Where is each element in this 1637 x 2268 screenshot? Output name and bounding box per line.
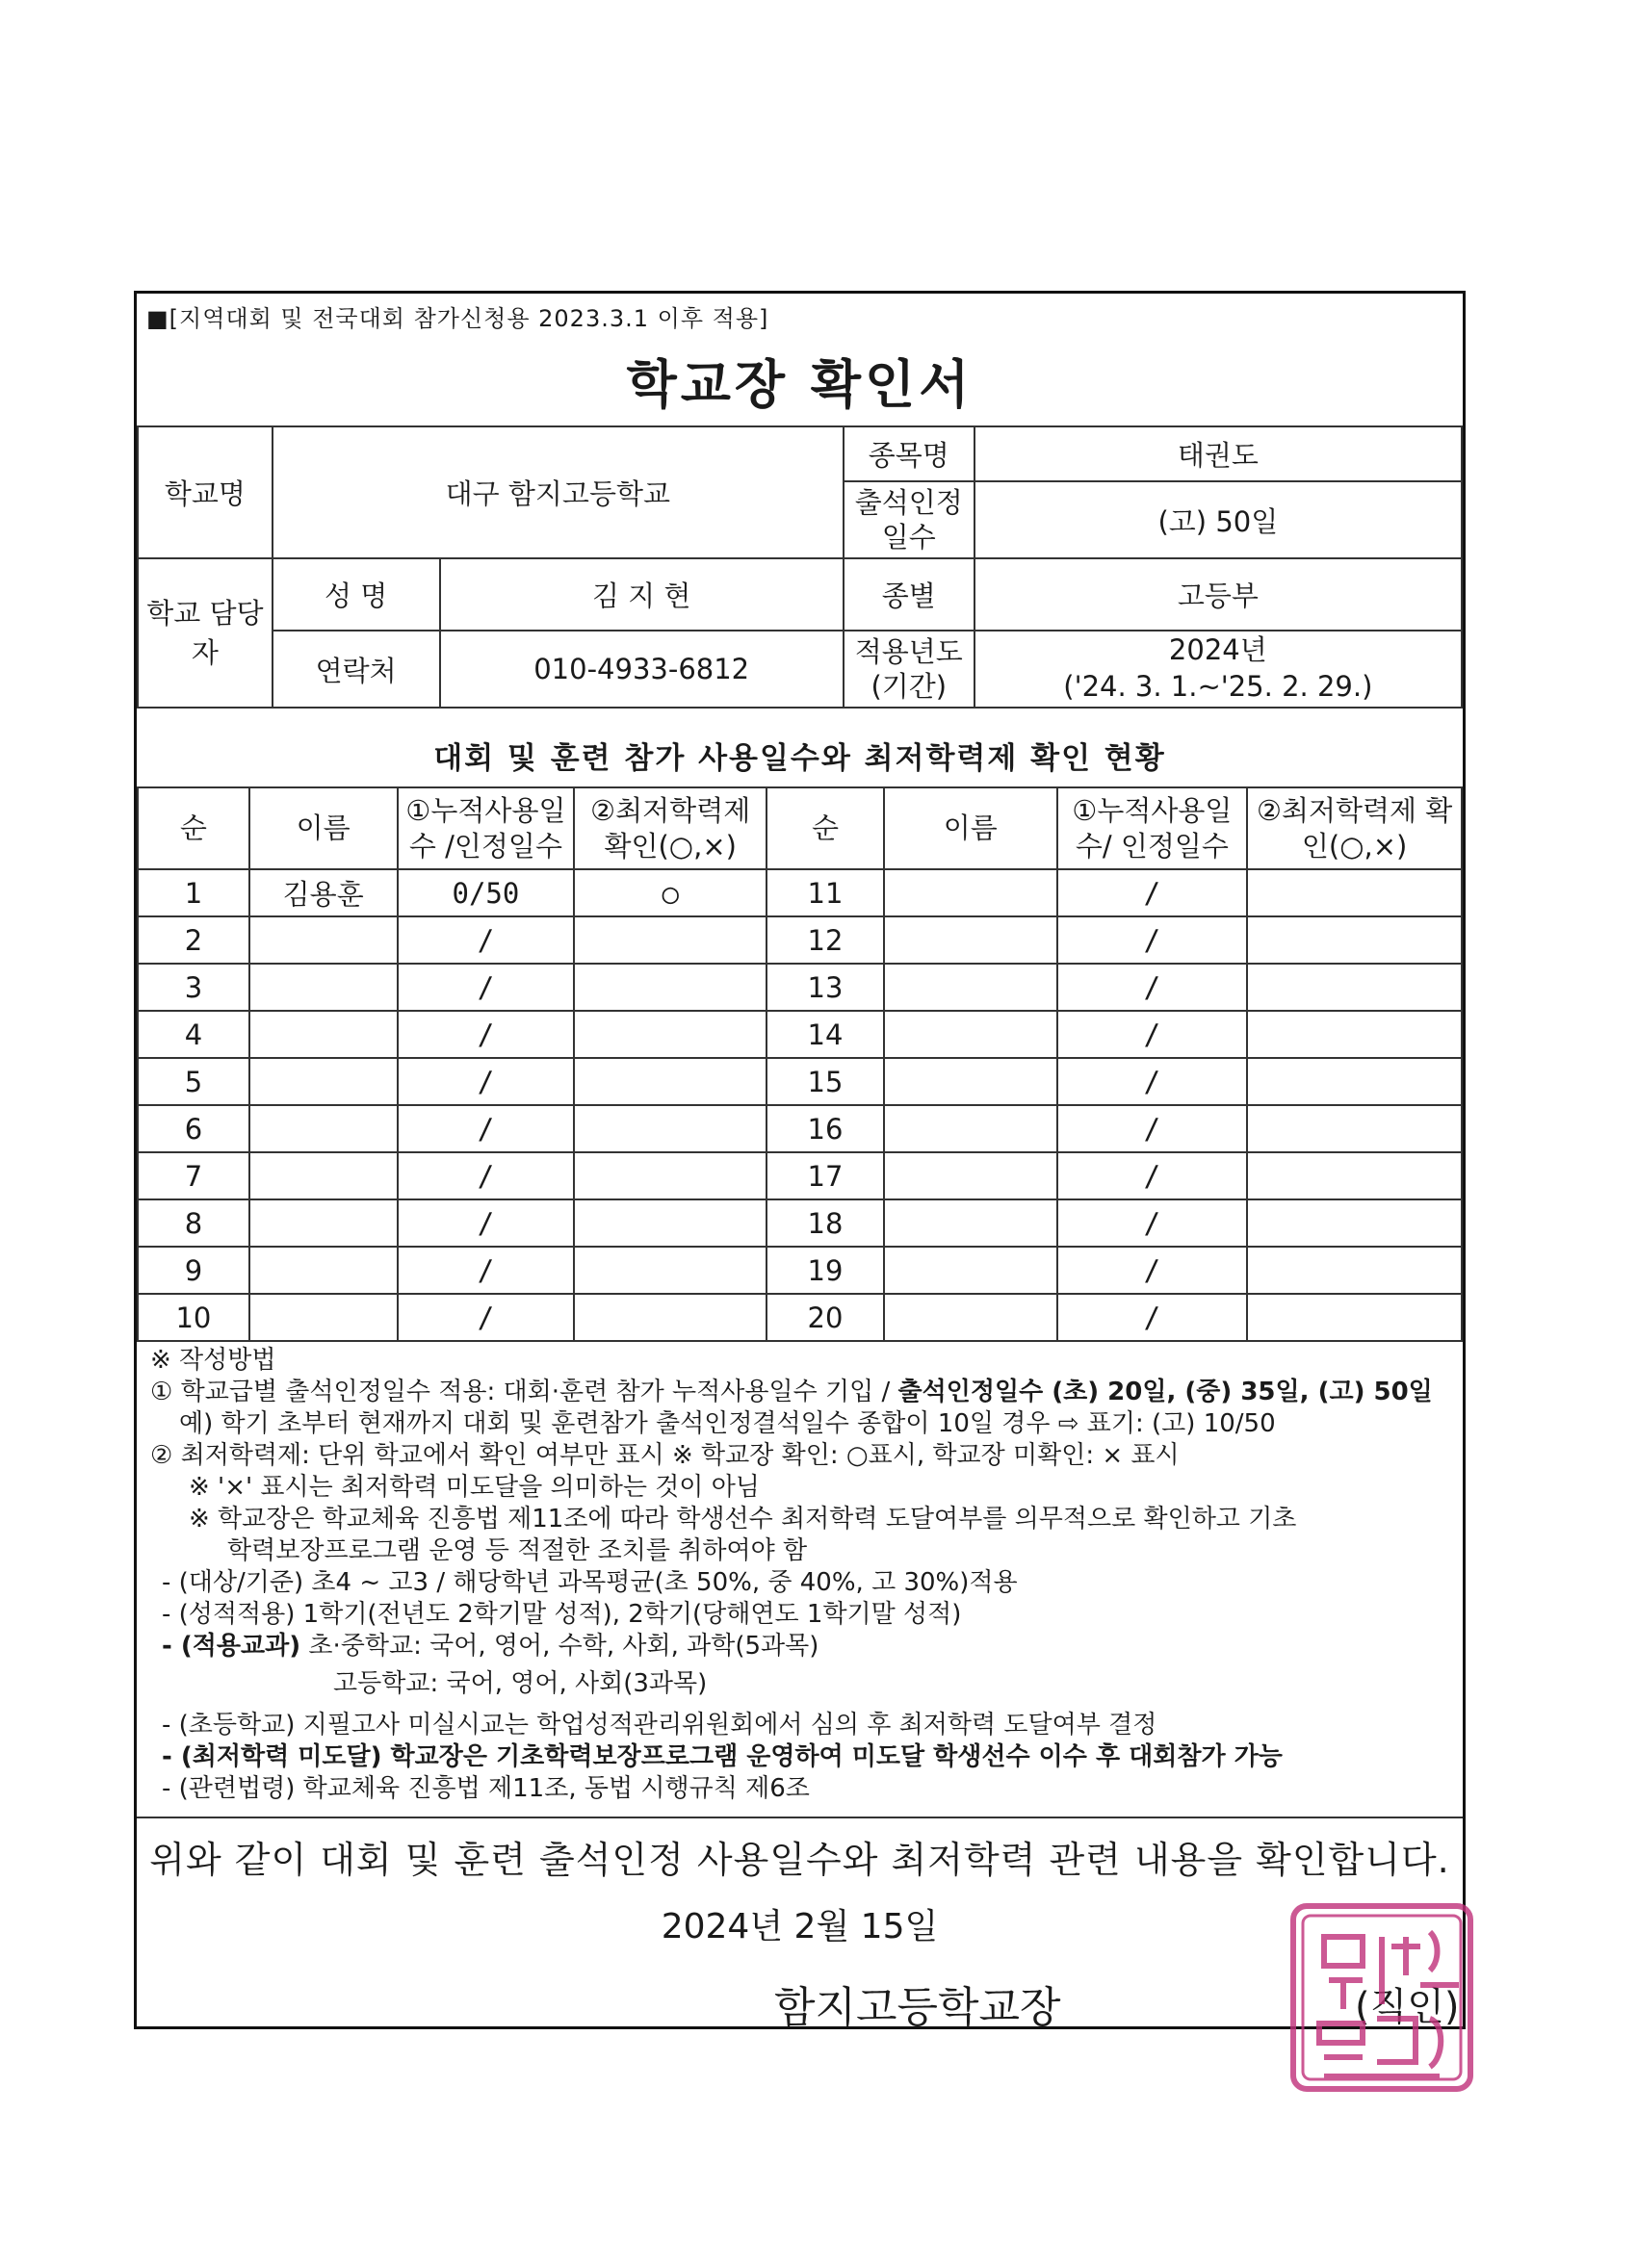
- row-acad-right: [1247, 1105, 1462, 1152]
- row-name-right: [884, 1011, 1057, 1058]
- row-no-right: 18: [767, 1199, 884, 1247]
- row-name-left: [249, 1152, 398, 1199]
- row-acad-right: [1247, 1011, 1462, 1058]
- row-days-right: /: [1057, 1011, 1248, 1058]
- divider: [137, 1817, 1463, 1818]
- row-no-right: 13: [767, 964, 884, 1011]
- row-name-right: [884, 1105, 1057, 1152]
- year-cell: [974, 631, 1462, 708]
- table-row: [138, 916, 1462, 964]
- section-title: 대회 및 훈련 참가 사용일수와 최저학력제 확인 현황: [433, 741, 1166, 776]
- table-row: [138, 869, 1462, 916]
- note-11: - (관련법령) 학교체육 진흥법 제11조, 동법 시행규칙 제6조: [162, 1774, 810, 1803]
- row-no-left: 2: [138, 916, 249, 964]
- row-acad-left: [574, 1058, 767, 1105]
- note-9: - (초등학교) 지필고사 미실시교는 학업성적관리위원회에서 심의 후 최저학력 도달여부 결정: [162, 1711, 1157, 1740]
- issue-date: 2024년 2월 15일: [661, 1907, 939, 1946]
- row-days-right: /: [1057, 964, 1248, 1011]
- row-days-left: /: [398, 1247, 575, 1294]
- row-name-left: [249, 1105, 398, 1152]
- sport-value: 태권도: [974, 426, 1462, 481]
- row-days-left: /: [398, 916, 575, 964]
- col-name-left: 이름: [249, 787, 398, 869]
- row-no-left: 4: [138, 1011, 249, 1058]
- row-name-left: [249, 1199, 398, 1247]
- row-days-left: /: [398, 1058, 575, 1105]
- row-name-left: [249, 964, 398, 1011]
- col-days-left: ①누적사용일수 /인정일수: [398, 787, 575, 869]
- row-acad-right: [1247, 869, 1462, 916]
- division-label: 종별: [844, 558, 974, 631]
- note-4: ※ 학교장은 학교체육 진흥법 제11조에 따라 학생선수 최저학력 도달여부를 의무적으로 확인하고 기초: [189, 1505, 1297, 1533]
- row-name-right: [884, 1294, 1057, 1341]
- table-row: [138, 1058, 1462, 1105]
- year-value: 2024년: [1168, 633, 1267, 667]
- row-days-right: /: [1057, 1247, 1248, 1294]
- row-days-right: /: [1057, 869, 1248, 916]
- row-name-left: 김용훈: [249, 869, 398, 916]
- col-no-right: 순: [767, 787, 884, 869]
- row-days-right: /: [1057, 916, 1248, 964]
- note-5: - (대상/기준) 초4 ~ 고3 / 해당학년 과목평균(초 50%, 중 40%, 고 30%)적용: [162, 1568, 1018, 1597]
- row-acad-right: [1247, 1199, 1462, 1247]
- sport-label: 종목명: [844, 426, 974, 481]
- name-label: 성 명: [273, 558, 440, 631]
- row-no-left: 1: [138, 869, 249, 916]
- row-acad-right: [1247, 1294, 1462, 1341]
- row-acad-left: [574, 964, 767, 1011]
- row-no-left: 8: [138, 1199, 249, 1247]
- row-no-left: 5: [138, 1058, 249, 1105]
- col-acad-left: ②최저학력제 확인(○,×): [574, 787, 767, 869]
- row-name-right: [884, 1199, 1057, 1247]
- note-7-text: 초·중학교: 국어, 영어, 수학, 사회, 과학(5과목): [300, 1632, 819, 1661]
- row-acad-right: [1247, 1247, 1462, 1294]
- table-row: [138, 1247, 1462, 1294]
- row-no-right: 20: [767, 1294, 884, 1341]
- table-row: [138, 1152, 1462, 1199]
- row-acad-left: [574, 1105, 767, 1152]
- note-1-bold: 출석인정일수 (초) 20일, (중) 35일, (고) 50일: [897, 1378, 1433, 1406]
- row-name-left: [249, 1058, 398, 1105]
- row-no-left: 10: [138, 1294, 249, 1341]
- header-note: ■[지역대회 및 전국대회 참가신청용 2023.3.1 이후 적용]: [146, 305, 769, 332]
- row-name-right: [884, 916, 1057, 964]
- table-row: [138, 1199, 1462, 1247]
- row-acad-right: [1247, 1152, 1462, 1199]
- row-no-right: 14: [767, 1011, 884, 1058]
- principal-title: 함지고등학교장: [774, 1983, 1061, 2032]
- note-1-example: 예) 학기 초부터 현재까지 대회 및 훈련참가 출석인정결석일수 종합이 10일 경우 ⇨ 표기: (고) 10/50: [179, 1409, 1276, 1438]
- row-name-right: [884, 1152, 1057, 1199]
- row-no-left: 6: [138, 1105, 249, 1152]
- row-days-left: /: [398, 1199, 575, 1247]
- row-days-left: 0/50: [398, 869, 575, 916]
- row-no-right: 15: [767, 1058, 884, 1105]
- row-days-right: /: [1057, 1199, 1248, 1247]
- row-acad-left: [574, 916, 767, 964]
- row-acad-left: [574, 1199, 767, 1247]
- name-value: 김 지 현: [440, 558, 844, 631]
- row-days-left: /: [398, 1105, 575, 1152]
- contact-label: 연락처: [273, 631, 440, 708]
- note-2: ② 최저학력제: 단위 학교에서 확인 여부만 표시 ※ 학교장 확인: ○표시, 학교장 미확인: × 표시: [150, 1441, 1180, 1470]
- row-name-left: [249, 1294, 398, 1341]
- row-name-left: [249, 916, 398, 964]
- row-days-right: /: [1057, 1058, 1248, 1105]
- row-days-right: /: [1057, 1105, 1248, 1152]
- attend-label: 출석인정 일수: [844, 481, 974, 558]
- notes-heading: ※ 작성방법: [150, 1346, 276, 1375]
- row-days-left: /: [398, 964, 575, 1011]
- confirmation-statement: 위와 같이 대회 및 훈련 출석인정 사용일수와 최저학력 관련 내용을 확인합니다.: [149, 1839, 1450, 1881]
- division-value: 고등부: [974, 558, 1462, 631]
- note-3: ※ '×' 표시는 최저학력 미도달을 의미하는 것이 아님: [189, 1473, 760, 1502]
- row-days-left: /: [398, 1011, 575, 1058]
- seal-label: (직인): [1355, 1985, 1460, 2029]
- official-seal-stamp: [1286, 1898, 1478, 2097]
- table-row: [138, 1105, 1462, 1152]
- row-acad-right: [1247, 1058, 1462, 1105]
- row-acad-left: [574, 1247, 767, 1294]
- col-no-left: 순: [138, 787, 249, 869]
- row-no-right: 16: [767, 1105, 884, 1152]
- row-acad-right: [1247, 916, 1462, 964]
- note-7: [150, 1631, 1453, 1662]
- info-table: [137, 425, 1463, 709]
- col-acad-right: ②최저학력제 확인(○,×): [1247, 787, 1462, 869]
- row-days-right: /: [1057, 1152, 1248, 1199]
- row-name-left: [249, 1011, 398, 1058]
- col-days-right: ①누적사용일수/ 인정일수: [1057, 787, 1248, 869]
- table-row: [138, 1011, 1462, 1058]
- row-days-right: /: [1057, 1294, 1248, 1341]
- certificate-frame: [134, 291, 1466, 2032]
- row-name-right: [884, 869, 1057, 916]
- school-label: 학교명: [138, 426, 273, 558]
- row-name-left: [249, 1247, 398, 1294]
- note-6: - (성적적용) 1학기(전년도 2학기말 성적), 2학기(당해연도 1학기말 성적): [162, 1600, 962, 1629]
- manager-label: 학교 담당자: [138, 558, 273, 708]
- record-rows: [138, 869, 1462, 1341]
- note-10: - (최저학력 미도달) 학교장은 기초학력보장프로그램 운영하여 미도달 학생선수 이수 후 대회참가 가능: [162, 1742, 1283, 1771]
- attend-value: (고) 50일: [974, 481, 1462, 558]
- row-acad-left: [574, 1011, 767, 1058]
- row-no-left: 9: [138, 1247, 249, 1294]
- col-name-right: 이름: [884, 787, 1057, 869]
- writing-instructions: [150, 1345, 1453, 1805]
- row-name-right: [884, 1058, 1057, 1105]
- school-value: 대구 함지고등학교: [273, 426, 844, 558]
- row-acad-left: [574, 1294, 767, 1341]
- table-row: [138, 964, 1462, 1011]
- row-acad-left: [574, 1152, 767, 1199]
- table-row: [138, 1294, 1462, 1341]
- record-table: [137, 786, 1463, 1342]
- row-no-right: 12: [767, 916, 884, 964]
- row-acad-right: [1247, 964, 1462, 1011]
- period-value: ('24. 3. 1.~'25. 2. 29.): [1063, 670, 1373, 703]
- year-label: 적용년도 (기간): [844, 631, 974, 708]
- row-no-right: 17: [767, 1152, 884, 1199]
- note-7-label: - (적용교과): [162, 1632, 301, 1661]
- row-no-right: 19: [767, 1247, 884, 1294]
- note-1-text: ① 학교급별 출석인정일수 적용: 대회·훈련 참가 누적사용일수 기입 /: [150, 1378, 898, 1406]
- row-name-right: [884, 1247, 1057, 1294]
- row-days-left: /: [398, 1152, 575, 1199]
- contact-value: 010-4933-6812: [440, 631, 844, 708]
- row-name-right: [884, 964, 1057, 1011]
- row-no-right: 11: [767, 869, 884, 916]
- row-no-left: 3: [138, 964, 249, 1011]
- note-8: 고등학교: 국어, 영어, 사회(3과목): [333, 1669, 708, 1698]
- document-title: 학교장 확인서: [626, 354, 974, 415]
- row-acad-left: ○: [574, 869, 767, 916]
- note-4-cont: 학력보장프로그램 운영 등 적절한 조치를 취하여야 함: [227, 1536, 808, 1565]
- note-1: [150, 1377, 1453, 1408]
- row-no-left: 7: [138, 1152, 249, 1199]
- row-days-left: /: [398, 1294, 575, 1341]
